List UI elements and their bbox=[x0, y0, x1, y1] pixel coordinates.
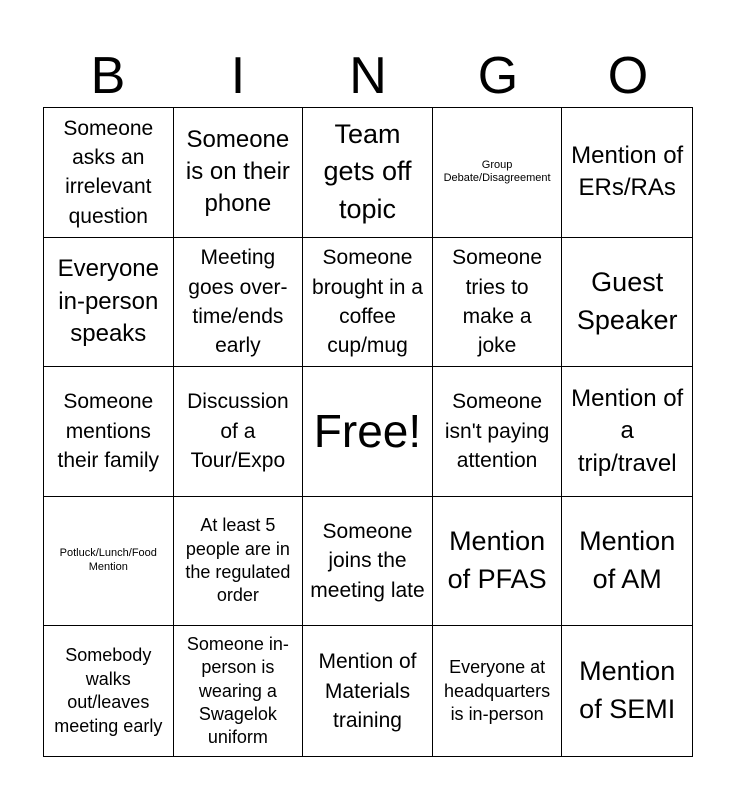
cell-text: Someone isn't paying attention bbox=[444, 390, 550, 473]
bingo-cell[interactable] bbox=[44, 367, 174, 497]
bingo-cell[interactable] bbox=[44, 238, 174, 368]
header-letter-b: B bbox=[90, 47, 126, 105]
bingo-cell[interactable] bbox=[303, 626, 433, 756]
cell-text: Group Debate/Disagreement bbox=[443, 158, 551, 185]
header-letter-g: G bbox=[477, 47, 519, 105]
bingo-cell[interactable] bbox=[433, 238, 563, 368]
cell-text: Everyone in-person speaks bbox=[57, 255, 159, 348]
bingo-cell[interactable] bbox=[433, 497, 563, 627]
cell-text: Mention of PFAS bbox=[447, 526, 547, 595]
cell-text: Everyone at headquarters is in-person bbox=[444, 657, 551, 724]
header-letter-o: O bbox=[607, 47, 649, 105]
bingo-board bbox=[43, 107, 693, 757]
cell-text: Guest Speaker bbox=[576, 267, 678, 335]
cell-text: Mention of AM bbox=[579, 526, 676, 595]
cell-text: Someone is on their phone bbox=[185, 125, 290, 218]
bingo-cell[interactable] bbox=[174, 108, 304, 238]
cell-text: Discussion of a Tour/Expo bbox=[187, 390, 289, 473]
bingo-cell[interactable] bbox=[174, 238, 304, 368]
cell-text: Someone brought in a coffee cup/mug bbox=[312, 246, 423, 358]
bingo-cell[interactable] bbox=[174, 367, 304, 497]
bingo-cell[interactable] bbox=[562, 238, 692, 368]
bingo-cell[interactable] bbox=[562, 108, 692, 238]
cell-text: Mention of ERs/RAs bbox=[571, 141, 684, 202]
cell-text: Someone in-person is wearing a Swagelok uniform bbox=[186, 633, 289, 748]
bingo-cell[interactable] bbox=[562, 626, 692, 756]
bingo-cell[interactable] bbox=[303, 238, 433, 368]
bingo-cell[interactable] bbox=[303, 108, 433, 238]
bingo-cell[interactable] bbox=[433, 108, 563, 238]
bingo-header bbox=[43, 44, 693, 108]
cell-text: At least 5 people are in the regulated order bbox=[185, 515, 291, 606]
cell-text: Potluck/Lunch/Food Mention bbox=[59, 547, 157, 574]
bingo-cell[interactable] bbox=[562, 497, 692, 627]
cell-text: Mention of Materials training bbox=[318, 650, 417, 732]
bingo-cell[interactable] bbox=[562, 367, 692, 497]
cell-text: Someone joins the meeting late bbox=[310, 520, 425, 602]
bingo-cell[interactable] bbox=[303, 497, 433, 627]
cell-text: Mention of a trip/travel bbox=[571, 384, 684, 477]
bingo-cell[interactable] bbox=[44, 497, 174, 627]
bingo-cell[interactable] bbox=[433, 367, 563, 497]
bingo-cell[interactable] bbox=[174, 497, 304, 627]
cell-text: Someone mentions their family bbox=[57, 390, 160, 473]
cell-text: Meeting goes over-time/ends early bbox=[188, 246, 288, 358]
cell-text: Team gets off topic bbox=[323, 118, 412, 225]
header-letter-i: I bbox=[230, 47, 246, 105]
bingo-cell[interactable] bbox=[174, 626, 304, 756]
free-space[interactable] bbox=[303, 367, 433, 497]
cell-text: Somebody walks out/leaves meeting early bbox=[54, 645, 163, 736]
cell-text: Someone tries to make a joke bbox=[452, 246, 543, 358]
cell-text: Mention of SEMI bbox=[579, 656, 676, 725]
bingo-cell[interactable] bbox=[433, 626, 563, 756]
bingo-cell[interactable] bbox=[44, 108, 174, 238]
header-letter-n: N bbox=[349, 47, 387, 105]
bingo-cell[interactable] bbox=[44, 626, 174, 756]
cell-text: Free! bbox=[313, 405, 422, 458]
cell-text: Someone asks an irrelevant question bbox=[63, 116, 154, 228]
